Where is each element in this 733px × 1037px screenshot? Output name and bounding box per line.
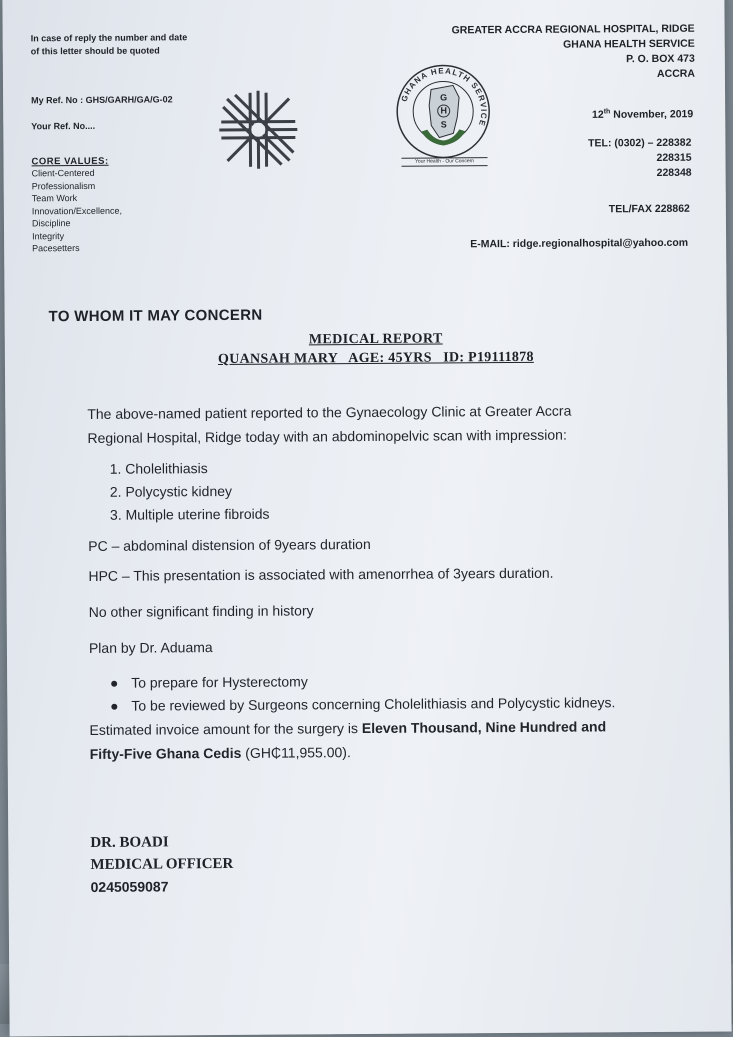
logo-ring-text: GHANA HEALTH SERVICE bbox=[399, 66, 489, 128]
intro-line-1: The above-named patient reported to the Gynaecology Clinic at Greater Accra bbox=[87, 402, 572, 422]
plan-item-text: To be reviewed by Surgeons concerning Cholelithiasis and Polycystic kidneys. bbox=[131, 694, 616, 714]
tel-tertiary: 228348 bbox=[656, 166, 692, 179]
core-value-item: Client-Centered bbox=[31, 167, 95, 179]
invoice-statement bbox=[89, 714, 689, 766]
service-name: GHANA HEALTH SERVICE bbox=[563, 37, 695, 51]
reply-note bbox=[31, 31, 188, 58]
hospital-name: GREATER ACCRA REGIONAL HOSPITAL, RIDGE bbox=[451, 22, 695, 37]
my-ref: My Ref. No : GHS/GARH/GA/G-02 bbox=[31, 94, 173, 106]
date-month-year: November, 2019 bbox=[613, 108, 694, 121]
telephone-block bbox=[588, 136, 692, 182]
impressions-list bbox=[110, 457, 270, 527]
logo-letter-g: G bbox=[440, 92, 448, 103]
tel-primary: TEL: (0302) – 228382 bbox=[588, 136, 692, 150]
po-box: P. O. BOX 473 bbox=[626, 52, 695, 66]
logo-letter-s: S bbox=[440, 119, 447, 130]
impression-item: 3. Multiple uterine fibroids bbox=[109, 505, 270, 523]
date-suffix: th bbox=[603, 108, 611, 116]
core-value-item: Pacesetters bbox=[32, 242, 80, 254]
invoice-amount-words-1: Eleven Thousand, Nine Hundred and bbox=[361, 718, 607, 737]
core-value-item: Integrity bbox=[32, 230, 65, 241]
signature-block bbox=[90, 831, 233, 898]
invoice-amount-words-2: Fifty-Five Ghana Cedis bbox=[89, 744, 242, 762]
signatory-name: DR. BOADI bbox=[90, 834, 169, 851]
impression-item: 2. Polycystic kidney bbox=[109, 482, 233, 500]
hospital-emblem-icon bbox=[215, 86, 302, 173]
history-presenting-complaint: HPC – This presentation is associated with amenorrhea of 3years duration. bbox=[88, 564, 554, 584]
salutation: TO WHOM IT MAY CONCERN bbox=[48, 306, 263, 326]
logo-letters bbox=[437, 91, 450, 130]
hospital-address bbox=[451, 22, 694, 84]
core-value-item: Professionalism bbox=[31, 180, 96, 191]
history-note: No other significant finding in history bbox=[88, 602, 314, 620]
core-value-item: Discipline bbox=[31, 218, 71, 229]
reply-note-line-2: of this letter should be quoted bbox=[30, 45, 160, 57]
signatory-role: MEDICAL OFFICER bbox=[90, 855, 234, 873]
invoice-amount-figures: (GH₵11,955.00). bbox=[241, 744, 351, 761]
bullet-icon bbox=[111, 704, 117, 710]
letter-date bbox=[592, 104, 693, 123]
letter-page bbox=[2, 0, 731, 1037]
email: E-MAIL: ridge.regionalhospital@yahoo.com bbox=[470, 236, 689, 251]
bullet-icon bbox=[111, 681, 117, 687]
tel-secondary: 228315 bbox=[656, 151, 692, 164]
city: ACCRA bbox=[656, 67, 695, 80]
intro-line-2: Regional Hospital, Ridge today with an abdominopelvic scan with impression: bbox=[87, 426, 567, 446]
tel-fax: TEL/FAX 228862 bbox=[608, 202, 690, 216]
signatory-phone: 0245059087 bbox=[90, 878, 169, 895]
presenting-complaint: PC – abdominal distension of 9years duration bbox=[88, 535, 371, 554]
plan-list bbox=[111, 668, 615, 718]
reply-note-line-1: In case of reply the number and date bbox=[30, 32, 188, 44]
core-value-item: Team Work bbox=[31, 193, 78, 204]
plan-item-text: To prepare for Hysterectomy bbox=[131, 673, 308, 691]
your-ref: Your Ref. No.... bbox=[31, 120, 96, 132]
impression-item: 1. Cholelithiasis bbox=[109, 460, 208, 477]
plan-by: Plan by Dr. Aduama bbox=[88, 639, 213, 656]
intro-paragraph bbox=[87, 399, 571, 450]
patient-line: QUANSAH MARY AGE: 45YRS ID: P19111878 bbox=[217, 349, 534, 368]
core-value-item: Innovation/Excellence, bbox=[31, 205, 122, 216]
logo-letter-h: H bbox=[437, 104, 450, 117]
report-title: MEDICAL REPORT bbox=[308, 331, 443, 348]
core-values bbox=[31, 156, 122, 255]
invoice-prefix: Estimated invoice amount for the surgery is bbox=[89, 720, 362, 738]
core-values-title: CORE VALUES: bbox=[31, 155, 109, 168]
logo-tagline: Your Health - Our Concern bbox=[402, 157, 488, 167]
date-day: 12 bbox=[591, 108, 604, 121]
